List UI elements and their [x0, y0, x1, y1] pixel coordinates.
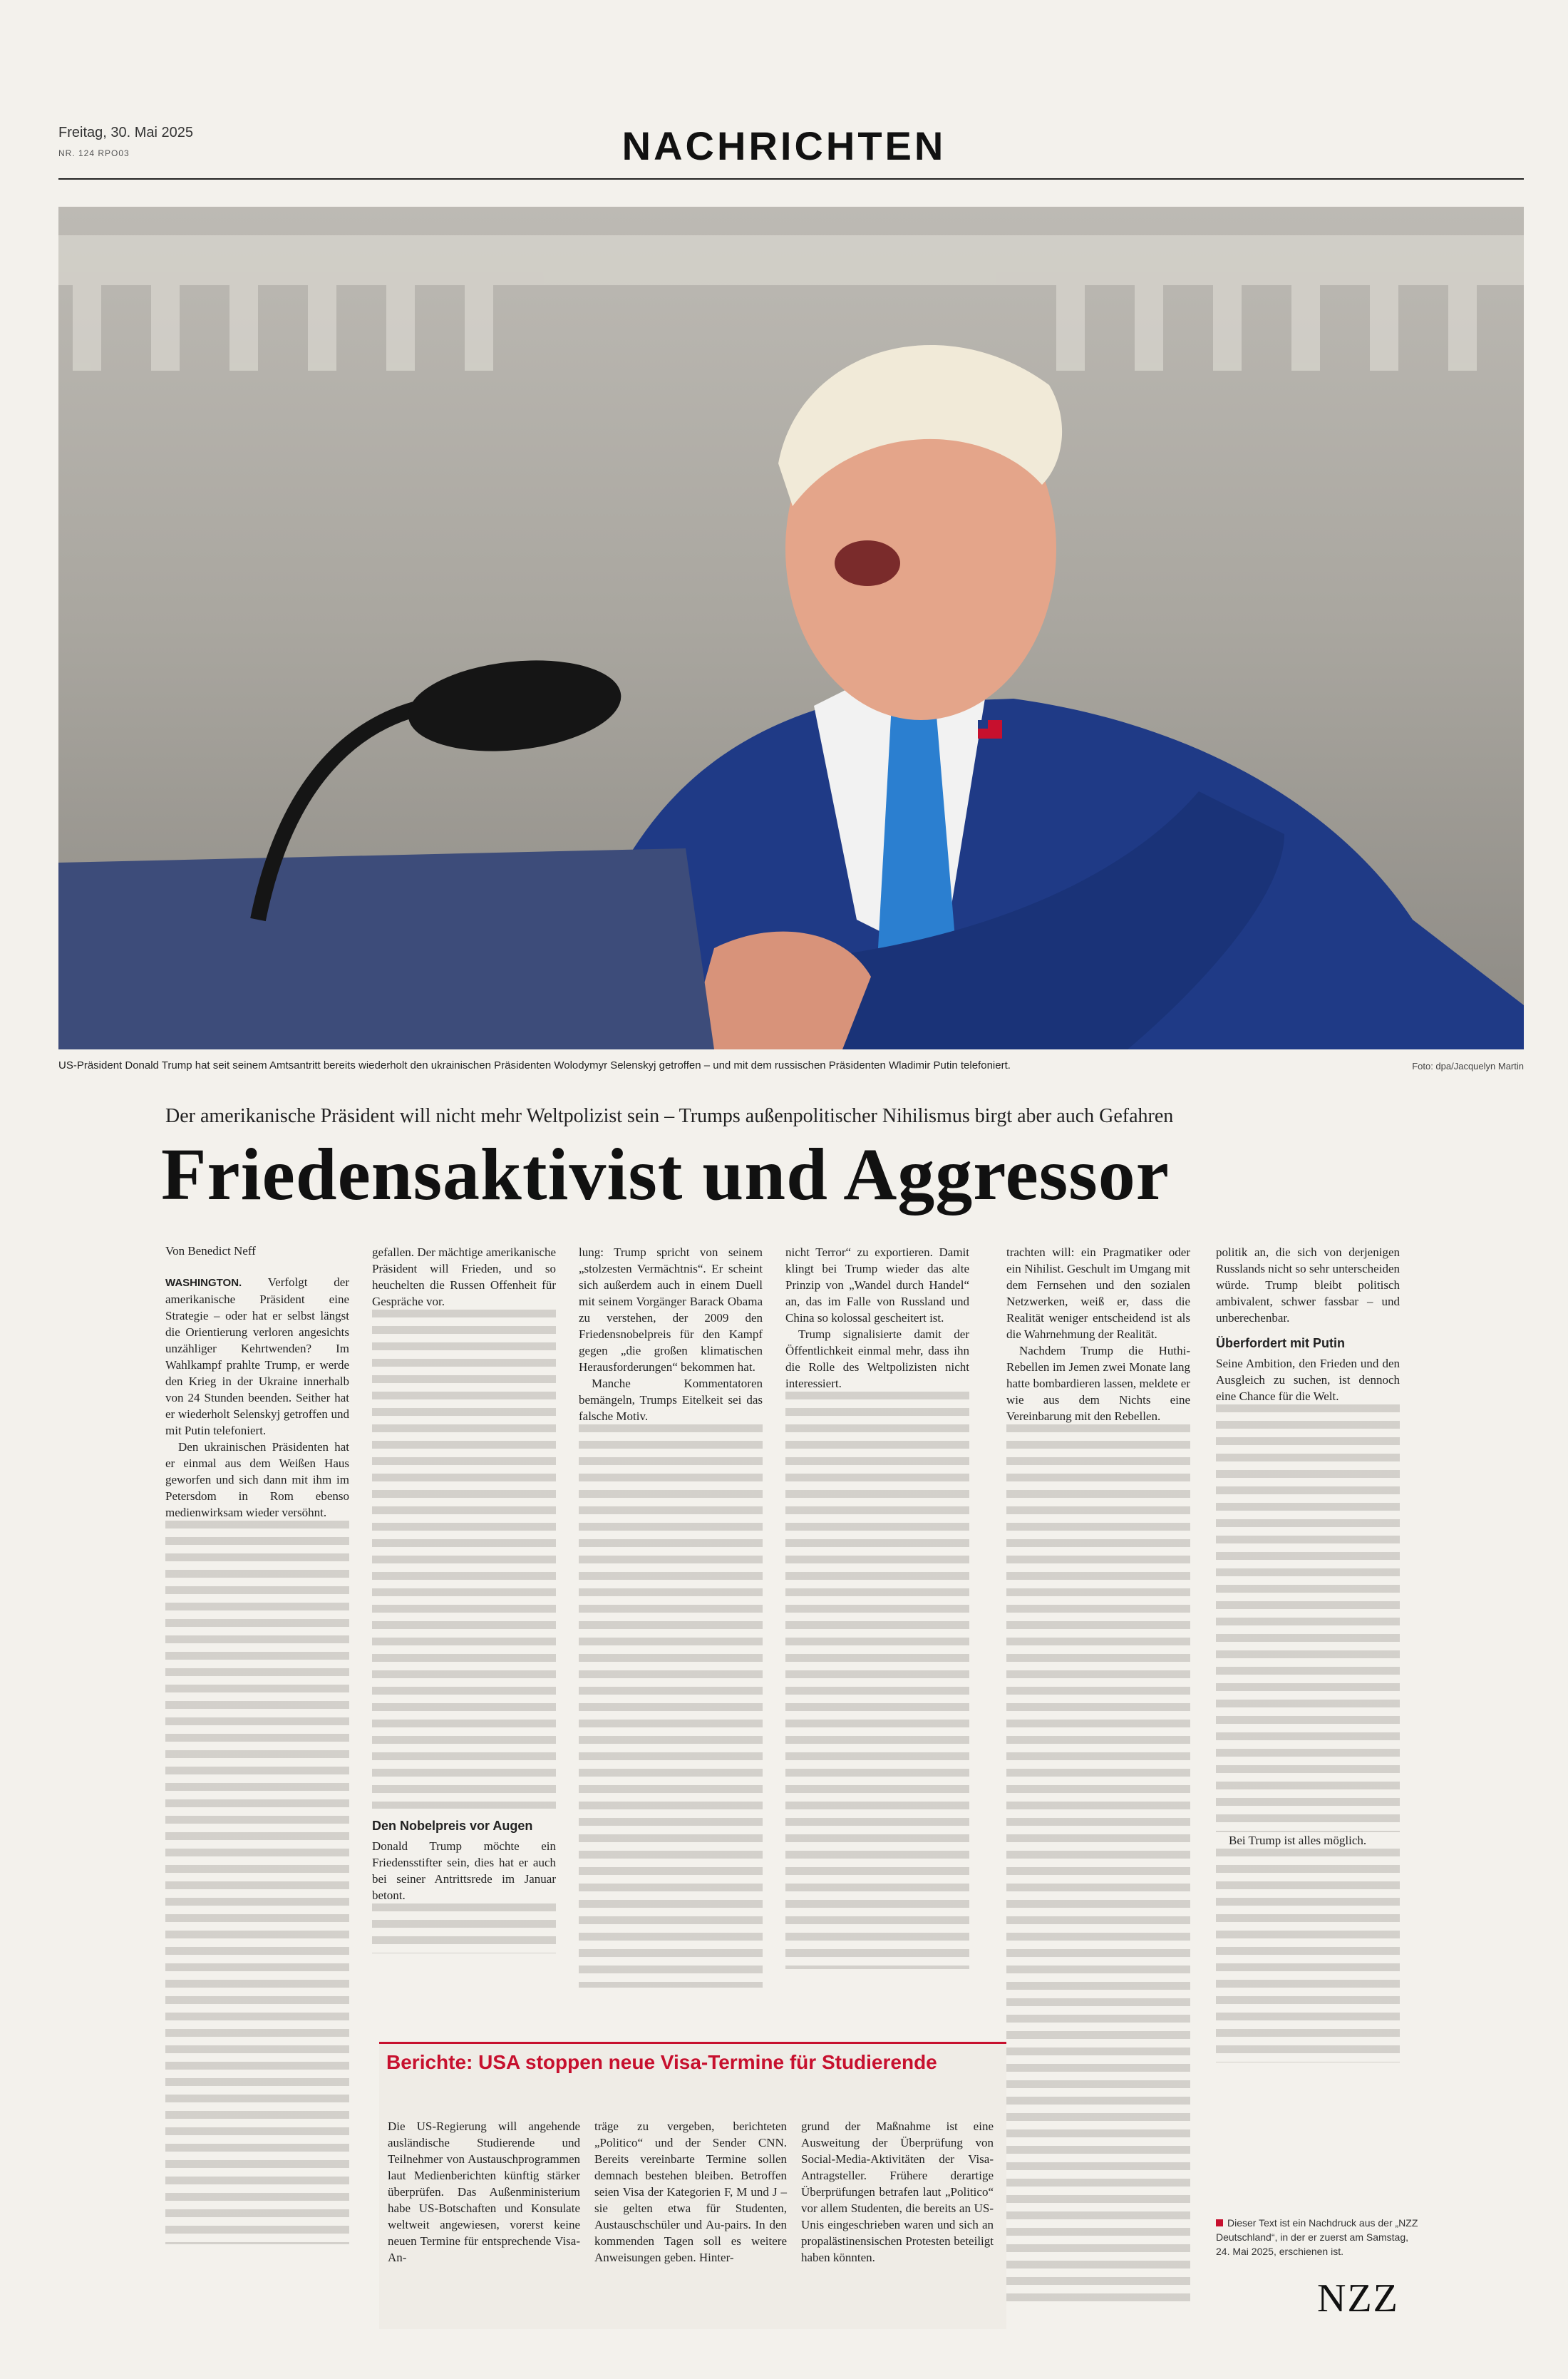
- article-paragraph: Trump signalisierte damit der Öffentlichkeit einmal mehr, dass ihn die Rolle des Weltpolizisten nicht interessiert.: [785, 1327, 969, 1390]
- article-column-3: [579, 1244, 763, 1988]
- lead-photo: [58, 207, 1524, 1049]
- article-paragraph: Donald Trump möchte ein Friedensstifter sein, dies hat er auch bei seiner Antrittsrede im Januar betont.: [372, 1839, 556, 1902]
- article-paragraph: Den ukrainischen Präsidenten hat er einmal aus dem Weißen Haus geworfen und sich dann mit ihm im Petersdom in Rom ebenso medienwirksam wieder versöhnt.: [165, 1440, 349, 1519]
- section-title: NACHRICHTEN: [621, 123, 947, 168]
- article-paragraph: Manche Kommentatoren bemängeln, Trumps Eitelkeit sei das falsche Motiv.: [579, 1377, 763, 1423]
- article-paragraph: lung: Trump spricht von seinem „stolzesten Vermächtnis“. Er scheint sich außerdem auch in einem Duell mit seinem Vorgänger Barack Obama zu verstehen, der 2009 den Friedensnobelpreis für den Kampf gegen „die großen klimatischen Herausforderungen“ bekommen hat.: [579, 1245, 763, 1374]
- article-column-4: [785, 1244, 969, 1969]
- article-column-1: [165, 1244, 349, 2244]
- info-box-column: träge zu vergeben, berichteten „Politico“ und der Sender CNN. Bereits vereinbarte Termine sollen demnach bestehen bleiben. Betroffen seien Visa der Kategorien F, M und J – sie gelten etwa für Studenten, Austauschschüler und Au-pairs. In den kommenden Tagen soll es weitere Anweisungen geben. Hinter-: [594, 2119, 787, 2264]
- text-continuation: [165, 1521, 349, 2244]
- info-box-column: Die US-Regierung will angehende ausländische Studierende und Teilnehmer von Austauschprogrammen laut Medienberichten künftig stärker überprüfen. Das Außenministerium habe US-Botschaften und Konsulate weltweit angewiesen, vorerst keine neuen Termine für entsprechende Visa-An-: [388, 2119, 580, 2264]
- article-paragraph: Bei Trump ist alles möglich.: [1229, 1834, 1367, 1847]
- lectern: [58, 848, 714, 1049]
- article-paragraph: politik an, die sich von derjenigen Russlands nicht so sehr unterscheiden würde. Trump bleibt politisch ambivalent, schwer fassbar – und unberechenbar.: [1216, 1245, 1400, 1325]
- article-column-6: [1216, 1244, 1400, 2062]
- reprint-note: Dieser Text ist ein Nachdruck aus der „NZZ Deutschland“, in der er zuerst am Samstag, 24. Mai 2025, erschienen ist.: [1216, 2217, 1418, 2257]
- photo-caption: US-Präsident Donald Trump hat seit seinem Amtsantritt bereits wiederholt den ukrainischen Präsidenten Wolodymyr Selenskyj getroffen – und mit dem russischen Präsidenten Wladimir Putin telefoniert.: [58, 1059, 1011, 1072]
- article-paragraph: Nachdem Trump die Huthi-Rebellen im Jemen zwei Monate lang hatte bombardieren lassen, meldete er wie aus dem Nichts eine Vereinbarung mit den Rebellen.: [1006, 1344, 1190, 1423]
- info-box-column: grund der Maßnahme ist eine Ausweitung der Überprüfung von Social-Media-Aktivitäten der Visa-Antragsteller. Frühere derartige Überprüfungen betrafen laut „Politico“ vor allem Studenten, die bereits an US-Unis eingeschrieben waren und sich an propalästinensischen Protesten beteiligt haben könnten.: [801, 2119, 994, 2264]
- article-headline: Friedensaktivist und Aggressor: [161, 1134, 1170, 1216]
- article-paragraph: nicht Terror“ zu exportieren. Damit klingt bei Trump wieder das alte Prinzip von „Wandel durch Handel“ an, das im Falle von Russland und China so kolossal gescheitert ist.: [785, 1245, 969, 1325]
- issue-date: Freitag, 30. Mai 2025: [58, 125, 193, 140]
- text-continuation: [579, 1424, 763, 1988]
- subheading: Den Nobelpreis vor Augen: [372, 1819, 533, 1833]
- info-box: [379, 2042, 1006, 2329]
- text-continuation: [1216, 1849, 1400, 2062]
- text-continuation: [785, 1392, 969, 1969]
- text-continuation: [372, 1903, 556, 1953]
- text-continuation: [372, 1310, 556, 1809]
- article-paragraph: trachten will: ein Pragmatiker oder ein Nihilist. Geschult im Umgang mit dem Fernsehen und den sozialen Netzwerken, weiß er, dass die Realität weniger entscheidend ist als die Wahrnehmung der Realität.: [1006, 1245, 1190, 1341]
- dateline: WASHINGTON.: [165, 1277, 242, 1289]
- issue-code: NR. 124 RPO03: [58, 148, 130, 158]
- text-continuation: [1006, 1424, 1190, 2301]
- article-column-5: [1006, 1244, 1190, 2301]
- article-kicker: Der amerikanische Präsident will nicht mehr Weltpolizist sein – Trumps außenpolitischer Nihilismus birgt aber auch Gefahren: [165, 1105, 1174, 1127]
- article-paragraph: gefallen. Der mächtige amerikanische Präsident will Frieden, und so heuchelten die Russen Offenheit für Gespräche vor.: [372, 1245, 556, 1308]
- subheading: Überfordert mit Putin: [1216, 1336, 1346, 1350]
- article-column-2: [372, 1244, 556, 1953]
- note-marker-icon: [1216, 2219, 1223, 2226]
- text-continuation: [1216, 1404, 1400, 1832]
- nzz-logo: NZZ: [1317, 2276, 1399, 2321]
- byline: Von Benedict Neff: [165, 1244, 256, 1258]
- photo-credit: Foto: dpa/Jacquelyn Martin: [1412, 1061, 1524, 1072]
- article-paragraph: Seine Ambition, den Frieden und den Ausgleich zu suchen, ist dennoch eine Chance für die Welt.: [1216, 1357, 1400, 1403]
- info-box-title: Berichte: USA stoppen neue Visa-Termine für Studierende: [386, 2051, 937, 2073]
- article-paragraph: WASHINGTON. Verfolgt der amerikanische Präsident eine Strategie – oder hat er selbst längst die Orientierung verloren angesichts unzähliger Kehrtwenden? Im Wahlkampf prahlte Trump, er werde den Krieg in der Ukraine innerhalb von 24 Stunden beenden. Seither hat er wiederholt Selenskyj getroffen und mit Putin telefoniert.: [165, 1275, 349, 1437]
- header-divider: [58, 178, 1524, 180]
